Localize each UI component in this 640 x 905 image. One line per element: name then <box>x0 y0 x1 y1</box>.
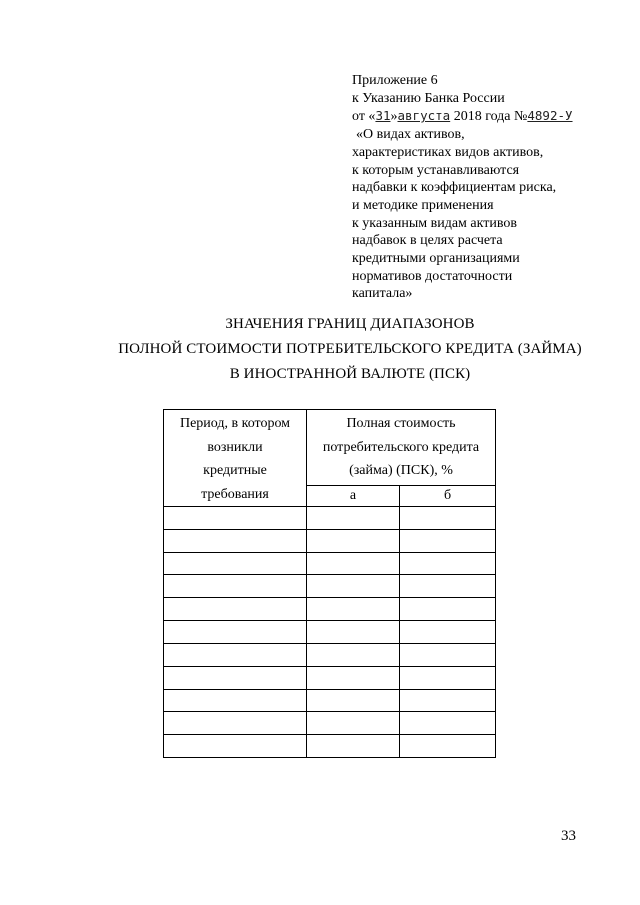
table-cell <box>400 735 496 758</box>
table-row <box>164 689 496 712</box>
table-cell <box>307 643 400 666</box>
table-cell <box>307 666 400 689</box>
table-cell <box>164 552 307 575</box>
date-year: 2018 года № <box>450 109 528 125</box>
table-cell <box>400 621 496 644</box>
table-cell <box>307 735 400 758</box>
table-cell <box>400 643 496 666</box>
table-cell <box>164 666 307 689</box>
date-mid: » <box>390 109 398 125</box>
table-cell <box>307 689 400 712</box>
table-cell <box>164 712 307 735</box>
table-row <box>164 552 496 575</box>
appendix-line: кредитными организациями <box>352 251 520 267</box>
table-cell <box>307 529 400 552</box>
table-cell <box>307 552 400 575</box>
table-cell <box>307 598 400 621</box>
header-text: (займа) (ПСК), % <box>349 463 453 479</box>
table-cell <box>400 529 496 552</box>
table-row <box>164 735 496 758</box>
subheader-a: а <box>307 485 400 506</box>
appendix-line: к которым устанавливаются <box>352 162 520 178</box>
table-cell <box>164 529 307 552</box>
title-line: ЗНАЧЕНИЯ ГРАНИЦ ДИАПАЗОНОВ <box>225 316 475 332</box>
appendix-line: капитала» <box>352 286 413 302</box>
header-text: требования <box>201 486 269 502</box>
table-cell <box>307 575 400 598</box>
appendix-line: «О видах активов, <box>356 127 465 143</box>
table-cell <box>307 712 400 735</box>
table-cell <box>164 689 307 712</box>
appendix-line: и методике применения <box>352 197 494 213</box>
appendix-block <box>352 72 622 303</box>
table-cell <box>400 712 496 735</box>
appendix-line: характеристиках видов активов, <box>352 144 544 160</box>
table-cell <box>164 735 307 758</box>
table-cell <box>307 507 400 530</box>
page-number: 33 <box>561 828 576 844</box>
appendix-line: Приложение 6 <box>352 73 438 88</box>
period-column-header <box>164 410 307 507</box>
date-month-stamp: августа <box>397 108 451 124</box>
table-cell <box>164 575 307 598</box>
appendix-line: надбавок в целях расчета <box>352 233 503 249</box>
header-text: кредитные <box>203 463 267 478</box>
document-title <box>100 312 600 387</box>
document-number-stamp: 4892-У <box>527 108 573 124</box>
table-row <box>164 507 496 530</box>
title-line: ПОЛНОЙ СТОИМОСТИ ПОТРЕБИТЕЛЬСКОГО КРЕДИТА (ЗАЙМА) <box>118 341 582 357</box>
table-row <box>164 666 496 689</box>
header-text: возникли <box>207 439 263 455</box>
table-cell <box>400 552 496 575</box>
header-text: Полная стоимость <box>346 416 456 432</box>
table-row <box>164 712 496 735</box>
table-header-row <box>164 410 496 486</box>
date-prefix: от « <box>352 109 376 125</box>
appendix-line: нормативов достаточности <box>352 268 513 284</box>
table-cell <box>164 621 307 644</box>
table-row <box>164 575 496 598</box>
table-cell <box>400 507 496 530</box>
header-text: потребительского кредита <box>322 439 480 455</box>
appendix-line: к указанным видам активов <box>352 215 517 231</box>
appendix-line: к Указанию Банка России <box>352 90 505 106</box>
table-cell <box>400 575 496 598</box>
table-cell <box>164 507 307 530</box>
psk-column-header <box>307 410 496 486</box>
psk-table <box>163 409 496 758</box>
subheader-b: б <box>400 485 496 506</box>
table-row <box>164 643 496 666</box>
table-row <box>164 621 496 644</box>
title-line: В ИНОСТРАННОЙ ВАЛЮТЕ (ПСК) <box>229 366 471 382</box>
header-text: Период, в котором <box>179 416 291 431</box>
table-cell <box>164 643 307 666</box>
table-cell <box>400 689 496 712</box>
appendix-date-line <box>352 107 622 126</box>
table-cell <box>400 598 496 621</box>
date-day-stamp: 31 <box>375 108 391 124</box>
table-row <box>164 598 496 621</box>
appendix-line: надбавки к коэффициентам риска, <box>352 180 557 196</box>
table-cell <box>164 598 307 621</box>
table-row <box>164 529 496 552</box>
table-cell <box>307 621 400 644</box>
table-cell <box>400 666 496 689</box>
